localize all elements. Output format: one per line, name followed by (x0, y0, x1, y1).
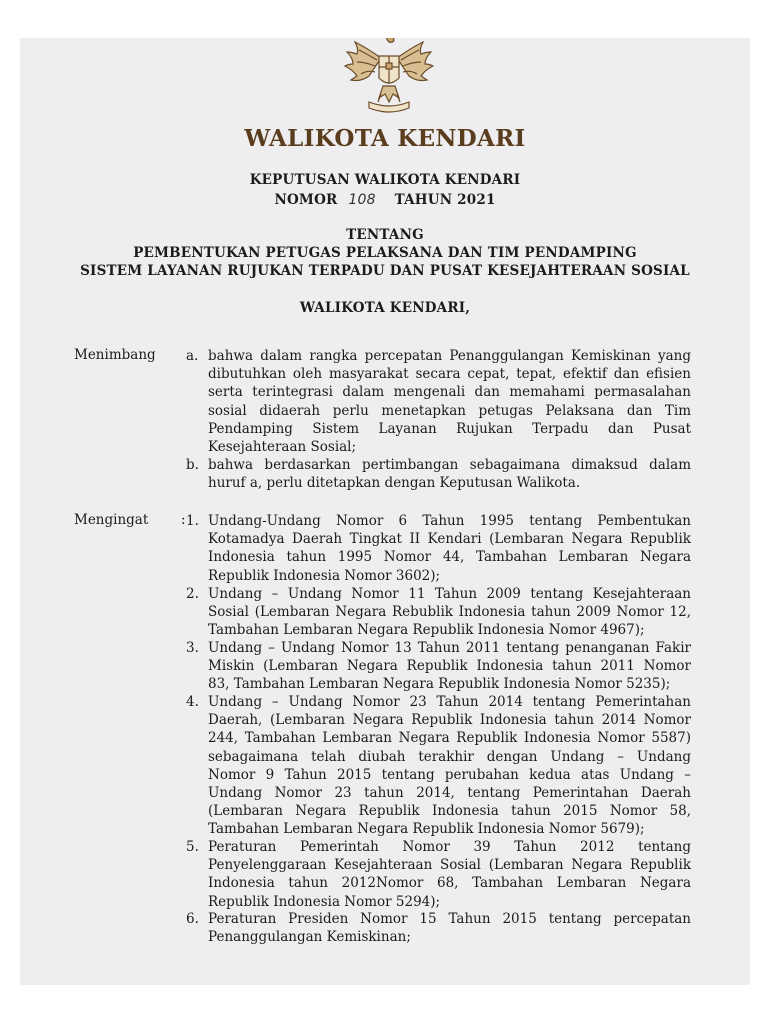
item-marker: a. (186, 348, 199, 364)
item-line: serta terintegrasi dalam mengenali dan memahami permasalahan (208, 384, 691, 401)
item-line: bahwa dalam rangka percepatan Penanggulangan Kemiskinan yang (208, 348, 691, 364)
scanned-document-page (20, 38, 750, 985)
decree-number (20, 192, 750, 208)
mengingat-item (186, 910, 691, 946)
item-line: Tambahan Lembaran Negara Republik Indonesia Nomor 4967); (208, 622, 645, 639)
item-line: (Lembaran Negara Republik Indonesia tahun 2015 Nomor 58, (208, 803, 691, 820)
item-marker: 1. (186, 513, 199, 529)
item-line: Tambahan Lembaran Negara Republik Indonesia Nomor 5679); (208, 821, 645, 838)
about-label: TENTANG (346, 227, 424, 243)
item-line: Pendamping Sistem Layanan Rujukan Terpadu dan Pusat (208, 420, 691, 437)
year-label: TAHUN 2021 (394, 192, 496, 208)
decree-title: KEPUTUSAN WALIKOTA KENDARI (249, 172, 521, 188)
item-line: Undang – Undang Nomor 11 Tahun 2009 tentang Kesejahteraan (208, 586, 691, 602)
item-line: Kotamadya Daerah Tingkat II Kendari (Lembaran Negara Republik (208, 531, 691, 548)
item-line: 244, Tambahan Lembaran Negara Republik Indonesia Nomor 5587) (208, 730, 691, 747)
item-line: bahwa berdasarkan pertimbangan sebagaimana dimaksud dalam (208, 457, 691, 473)
item-marker: 3. (186, 640, 199, 656)
item-line: Kesejahteraan Sosial; (208, 439, 357, 456)
mengingat-colon: : (181, 512, 186, 528)
item-line: dibutuhkan oleh masyarakat secara cepat, tepat, efektif dan efisien (208, 366, 691, 383)
item-line: 83, Tambahan Lembaran Negara Republik Indonesia Nomor 5235); (208, 676, 671, 693)
mengingat-item (186, 585, 691, 640)
signer-title: WALIKOTA KENDARI, (299, 300, 471, 316)
mengingat-item (186, 639, 691, 694)
item-marker: 2. (186, 586, 199, 602)
item-line: Peraturan Presiden Nomor 15 Tahun 2015 tentang percepatan (208, 911, 691, 927)
item-line: huruf a, perlu ditetapkan dengan Keputusan Walikota. (208, 475, 581, 492)
item-line: Indonesia tahun 2012Nomor 68, Tambahan Lembaran Negara (208, 875, 691, 892)
item-line: Indonesia tahun 1995 Nomor 44, Tambahan Lembaran Negara (208, 549, 691, 566)
item-marker: 4. (186, 694, 199, 710)
item-marker: 5. (186, 839, 199, 855)
menimbang-item (186, 456, 691, 492)
item-line: Undang – Undang Nomor 13 Tahun 2011 tentang penanganan Fakir (208, 640, 691, 656)
item-line: sebagaimana telah diubah terakhir dengan Undang – Undang (208, 748, 691, 765)
menimbang-label: Menimbang (74, 347, 156, 363)
subject-line-1: PEMBENTUKAN PETUGAS PELAKSANA DAN TIM PENDAMPING (133, 245, 637, 261)
item-line: Undang-Undang Nomor 6 Tahun 1995 tentang Pembentukan (208, 513, 691, 529)
number-label: NOMOR (274, 192, 338, 208)
item-line: Undang Nomor 23 tahun 2014, tentang Pemerintahan Daerah (208, 785, 691, 802)
item-line: Peraturan Pemerintah Nomor 39 Tahun 2012 tentang (208, 839, 691, 855)
item-line: Penyelenggaraan Kesejahteraan Sosial (Lembaran Negara Republik (208, 857, 691, 874)
item-line: Nomor 9 Tahun 2015 tentang perubahan kedua atas Undang – (208, 766, 691, 783)
garuda-emblem-icon (337, 38, 441, 118)
mengingat-item (186, 512, 691, 585)
mengingat-item (186, 838, 691, 911)
mengingat-label: Mengingat (74, 512, 149, 528)
item-marker: b. (186, 457, 199, 473)
mengingat-item (186, 693, 691, 839)
item-line: Republik Indonesia Nomor 5294); (208, 893, 441, 910)
item-marker: 6. (186, 911, 199, 927)
item-line: sosial didaerah perlu menetapkan petugas Pelaksana dan Tim (208, 402, 691, 419)
item-line: Republik Indonesia Nomor 3602); (208, 567, 441, 584)
handwritten-number: 108 (348, 192, 376, 208)
item-line: Sosial (Lembaran Negara Rebublik Indonesia tahun 2009 Nomor 12, (208, 604, 691, 621)
item-line: Undang – Undang Nomor 23 Tahun 2014 tentang Pemerintahan (208, 694, 691, 710)
item-line: Penanggulangan Kemiskinan; (208, 929, 411, 946)
office-title: WALIKOTA KENDARI (244, 125, 526, 152)
item-line: Miskin (Lembaran Negara Republik Indonesia tahun 2011 Nomor (208, 658, 691, 675)
item-line: Daerah, (Lembaran Negara Republik Indonesia tahun 2014 Nomor (208, 712, 691, 729)
menimbang-item (186, 347, 691, 456)
subject-line-2: SISTEM LAYANAN RUJUKAN TERPADU DAN PUSAT KESEJAHTERAAN SOSIAL (80, 263, 690, 279)
